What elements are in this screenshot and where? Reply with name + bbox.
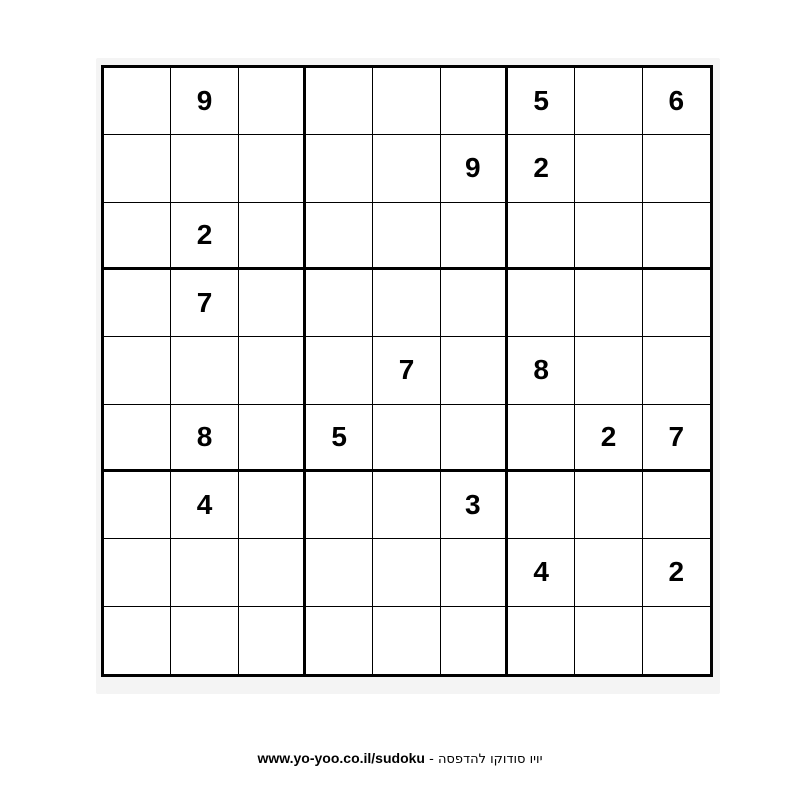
sudoku-cell-r5-c7[interactable]: 8 xyxy=(508,337,575,404)
sudoku-cell-r6-c9[interactable]: 7 xyxy=(643,405,710,472)
footer-separator: - xyxy=(424,752,438,767)
sudoku-cell-r2-c8[interactable] xyxy=(575,135,642,202)
sudoku-cell-r4-c5[interactable] xyxy=(373,270,440,337)
sudoku-cell-r2-c6[interactable]: 9 xyxy=(441,135,508,202)
sudoku-cell-r4-c1[interactable] xyxy=(104,270,171,337)
sudoku-cell-r7-c4[interactable] xyxy=(306,472,373,539)
sudoku-cell-r3-c7[interactable] xyxy=(508,203,575,270)
sudoku-cell-r7-c9[interactable] xyxy=(643,472,710,539)
sudoku-cell-r6-c3[interactable] xyxy=(239,405,306,472)
sudoku-cell-r2-c9[interactable] xyxy=(643,135,710,202)
footer-site-link[interactable]: www.yo-yoo.co.il/sudoku xyxy=(257,750,425,766)
sudoku-cell-r5-c1[interactable] xyxy=(104,337,171,404)
sudoku-cell-r1-c1[interactable] xyxy=(104,68,171,135)
sudoku-cell-r4-c7[interactable] xyxy=(508,270,575,337)
sudoku-cell-r9-c4[interactable] xyxy=(306,607,373,674)
sudoku-cell-r2-c1[interactable] xyxy=(104,135,171,202)
sudoku-cell-r7-c8[interactable] xyxy=(575,472,642,539)
sudoku-cell-r2-c4[interactable] xyxy=(306,135,373,202)
sudoku-cell-r8-c9[interactable]: 2 xyxy=(643,539,710,606)
sudoku-cell-r8-c7[interactable]: 4 xyxy=(508,539,575,606)
sudoku-cell-r9-c9[interactable] xyxy=(643,607,710,674)
sudoku-cell-r9-c3[interactable] xyxy=(239,607,306,674)
sudoku-cell-r5-c3[interactable] xyxy=(239,337,306,404)
sudoku-cell-r1-c3[interactable] xyxy=(239,68,306,135)
sudoku-cell-r8-c1[interactable] xyxy=(104,539,171,606)
sudoku-cell-r2-c3[interactable] xyxy=(239,135,306,202)
sudoku-cell-r8-c5[interactable] xyxy=(373,539,440,606)
sudoku-cell-r5-c4[interactable] xyxy=(306,337,373,404)
sudoku-cell-r6-c4[interactable]: 5 xyxy=(306,405,373,472)
sudoku-cell-r7-c3[interactable] xyxy=(239,472,306,539)
sudoku-cell-r3-c3[interactable] xyxy=(239,203,306,270)
sudoku-cell-r3-c6[interactable] xyxy=(441,203,508,270)
sudoku-cell-r4-c3[interactable] xyxy=(239,270,306,337)
sudoku-cell-r4-c6[interactable] xyxy=(441,270,508,337)
sudoku-cell-r9-c8[interactable] xyxy=(575,607,642,674)
sudoku-cell-r9-c1[interactable] xyxy=(104,607,171,674)
sudoku-cell-r3-c4[interactable] xyxy=(306,203,373,270)
sudoku-cell-r3-c5[interactable] xyxy=(373,203,440,270)
sudoku-cell-r5-c2[interactable] xyxy=(171,337,238,404)
sudoku-cell-r3-c8[interactable] xyxy=(575,203,642,270)
sudoku-cell-r6-c6[interactable] xyxy=(441,405,508,472)
sudoku-cell-r5-c5[interactable]: 7 xyxy=(373,337,440,404)
footer-caption: יויו סודוקו להדפסה xyxy=(437,752,543,767)
sudoku-cell-r9-c2[interactable] xyxy=(171,607,238,674)
sudoku-cell-r7-c6[interactable]: 3 xyxy=(441,472,508,539)
sudoku-cell-r2-c7[interactable]: 2 xyxy=(508,135,575,202)
sudoku-cell-r7-c2[interactable]: 4 xyxy=(171,472,238,539)
sudoku-cell-r6-c7[interactable] xyxy=(508,405,575,472)
sudoku-cell-r8-c2[interactable] xyxy=(171,539,238,606)
sudoku-board xyxy=(101,65,713,677)
sudoku-cell-r1-c9[interactable]: 6 xyxy=(643,68,710,135)
sudoku-cell-r9-c6[interactable] xyxy=(441,607,508,674)
sudoku-cell-r4-c8[interactable] xyxy=(575,270,642,337)
sudoku-cell-r5-c6[interactable] xyxy=(441,337,508,404)
sudoku-cell-r3-c1[interactable] xyxy=(104,203,171,270)
sudoku-cell-r5-c9[interactable] xyxy=(643,337,710,404)
sudoku-cell-r7-c5[interactable] xyxy=(373,472,440,539)
sudoku-cell-r7-c1[interactable] xyxy=(104,472,171,539)
sudoku-cell-r8-c8[interactable] xyxy=(575,539,642,606)
sudoku-cell-r1-c4[interactable] xyxy=(306,68,373,135)
sudoku-cell-r6-c5[interactable] xyxy=(373,405,440,472)
footer xyxy=(0,750,800,767)
sudoku-cell-r8-c4[interactable] xyxy=(306,539,373,606)
sudoku-cell-r1-c8[interactable] xyxy=(575,68,642,135)
sudoku-cell-r9-c5[interactable] xyxy=(373,607,440,674)
sudoku-cell-r5-c8[interactable] xyxy=(575,337,642,404)
sudoku-cell-r1-c6[interactable] xyxy=(441,68,508,135)
sudoku-cell-r3-c9[interactable] xyxy=(643,203,710,270)
sudoku-cell-r6-c8[interactable]: 2 xyxy=(575,405,642,472)
sudoku-cell-r8-c3[interactable] xyxy=(239,539,306,606)
sudoku-cell-r1-c5[interactable] xyxy=(373,68,440,135)
sudoku-cell-r6-c1[interactable] xyxy=(104,405,171,472)
sudoku-cell-r4-c9[interactable] xyxy=(643,270,710,337)
sudoku-cell-r9-c7[interactable] xyxy=(508,607,575,674)
sudoku-cell-r1-c2[interactable]: 9 xyxy=(171,68,238,135)
sudoku-cell-r3-c2[interactable]: 2 xyxy=(171,203,238,270)
sudoku-cell-r4-c4[interactable] xyxy=(306,270,373,337)
sudoku-cell-r7-c7[interactable] xyxy=(508,472,575,539)
sudoku-cell-r4-c2[interactable]: 7 xyxy=(171,270,238,337)
sudoku-cell-r1-c7[interactable]: 5 xyxy=(508,68,575,135)
sudoku-cell-r2-c5[interactable] xyxy=(373,135,440,202)
sudoku-cell-r8-c6[interactable] xyxy=(441,539,508,606)
sudoku-cell-r2-c2[interactable] xyxy=(171,135,238,202)
sudoku-cell-r6-c2[interactable]: 8 xyxy=(171,405,238,472)
